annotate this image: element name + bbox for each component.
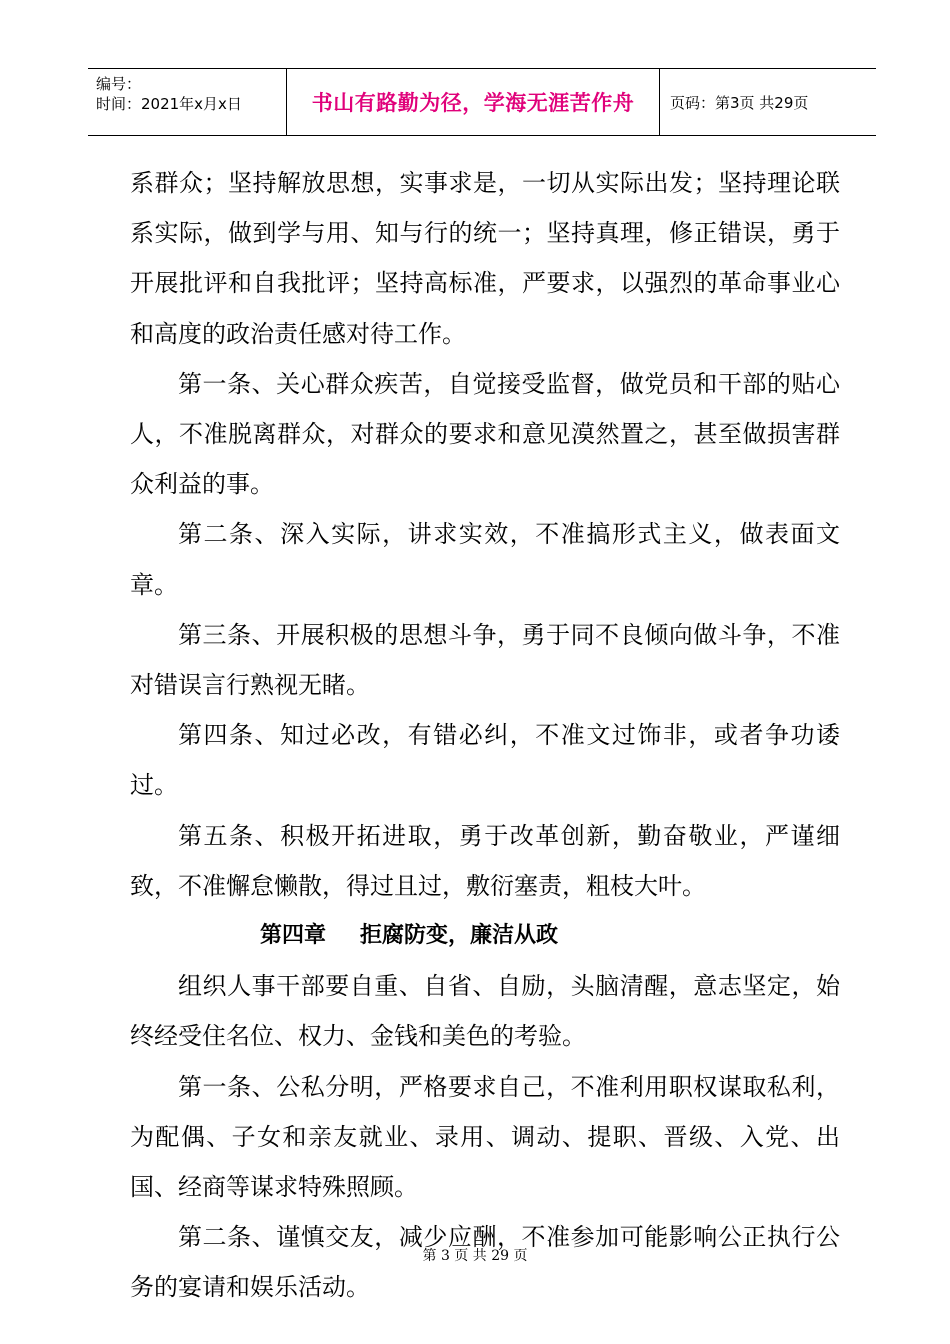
body-paragraph: 第四条、知过必改，有错必纠，不准文过饰非，或者争功诿过。 [130, 721, 840, 800]
body-paragraph: 第一条、公私分明，严格要求自己，不准利用职权谋取私利，为配偶、子女和亲友就业、录用、调动、提职、晋级、入党、出国、经商等谋求特殊照顾。 [130, 1072, 840, 1202]
body-paragraph: 第三条、开展积极的思想斗争，勇于同不良倾向做斗争，不准对错误言行熟视无睹。 [130, 620, 840, 700]
header-info-cell [88, 69, 287, 135]
page-footer: 第 3 页 共 29 页 [422, 1248, 528, 1264]
body-paragraph: 第二条、深入实际，讲求实效，不准搞形式主义，做表面文章。 [130, 520, 840, 599]
chapter-title: 拒腐防变，廉洁从政 [360, 923, 559, 949]
body-paragraph: 系群众；坚持解放思想，实事求是，一切从实际出发；坚持理论联系实际，做到学与用、知与行的统一；坚持真理，修正错误，勇于开展批评和自我批评；坚持高标准，严要求，以强烈的革命事业心和高度的政治责任感对待工作。 [130, 169, 840, 348]
body-paragraph: 组织人事干部要自重、自省、自励，头脑清醒，意志坚定，始终经受住名位、权力、金钱和美色的考验。 [130, 972, 840, 1051]
document-time-label: 时间：2021年x月x日 [96, 95, 242, 113]
header-motto-cell [287, 69, 660, 135]
document-number-label: 编号： [96, 75, 142, 93]
header-motto: 书山有路勤为径，学海无涯苦作舟 [311, 91, 635, 115]
body-paragraph: 第五条、积极开拓进取，勇于改革创新，勤奋敬业，严谨细致，不准懈怠懒散，得过且过，敷衍塞责，粗枝大叶。 [130, 821, 840, 900]
chapter-heading [130, 911, 840, 961]
page-header [88, 68, 876, 136]
body-paragraph: 第二条、谨慎交友，减少应酬，不准参加可能影响公正执行公务的宴请和娱乐活动。 [130, 1223, 840, 1302]
document-body [130, 158, 840, 1313]
body-paragraph: 第一条、关心群众疾苦，自觉接受监督，做党员和干部的贴心人，不准脱离群众，对群众的要求和意见漠然置之，甚至做损害群众利益的事。 [130, 369, 840, 499]
header-page-info: 页码：第3页 共29页 [670, 93, 809, 112]
header-page-cell [660, 69, 876, 135]
chapter-number: 第四章 [260, 923, 327, 949]
